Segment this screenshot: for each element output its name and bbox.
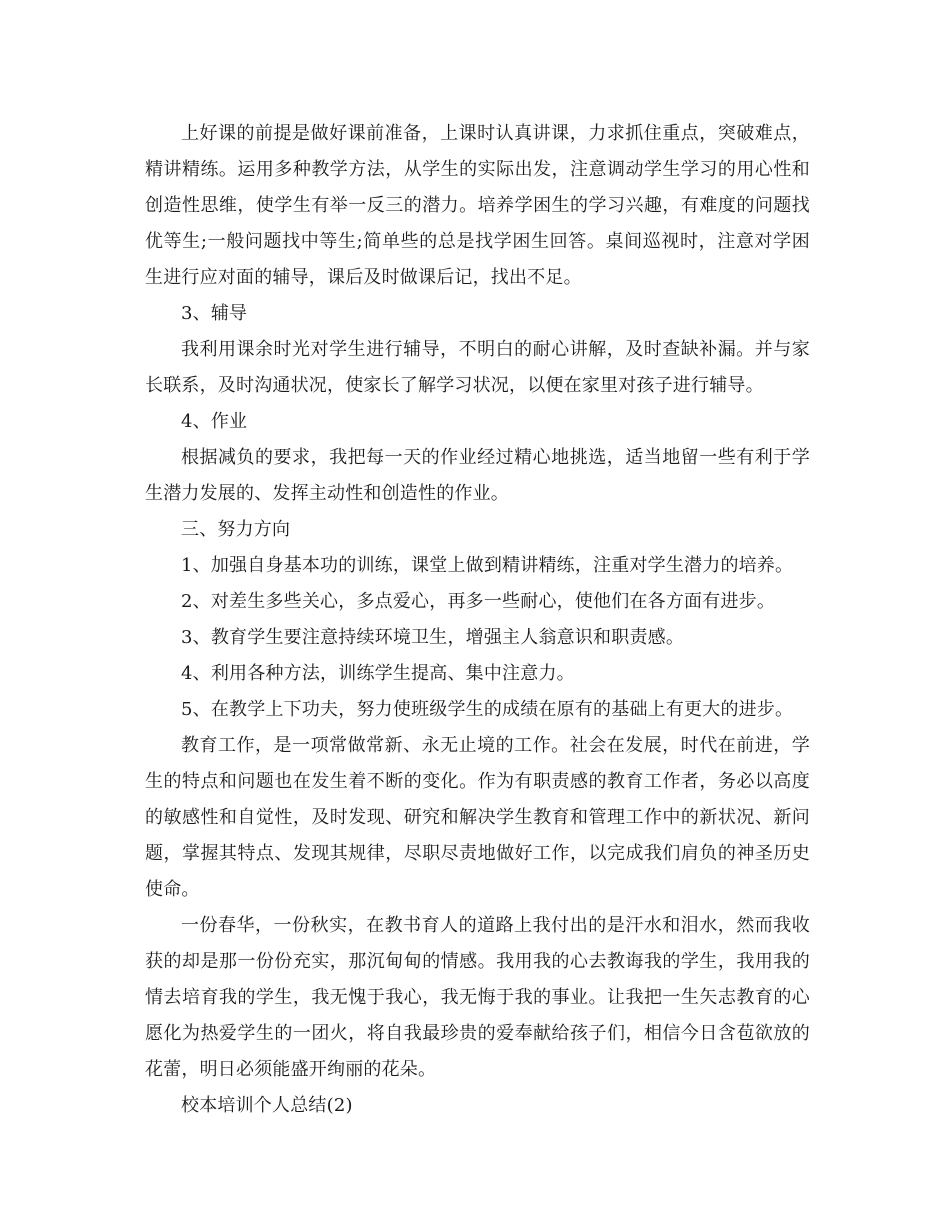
list-item-3: 3、教育学生要注意持续环境卫生，增强主人翁意识和职责感。 (181, 627, 685, 648)
paragraph-spring-autumn: 一份春华，一份秋实，在教书育人的道路上我付出的是汗水和泪水，然而我收获的却是那一份份充实，那沉甸甸的情感。我用我的心去教诲我的学生，我用我的情去培育我的学生，我无愧于我心，我无悔于我的事业。让我把一生矢志教育的心愿化为热爱学生的一团火，将自我最珍贵的爱奉献给孩子们，相信今日含苞欲放的花蕾，明日必须能盛开绚丽的花朵。 (145, 915, 810, 1080)
paragraph-homework: 根据减负的要求，我把每一天的作业经过精心地挑选，适当地留一些有利于学生潜力发展的、发挥主动性和创造性的作业。 (145, 447, 810, 504)
list-item-1: 1、加强自身基本功的训练，课堂上做到精讲精练，注重对学生潜力的培养。 (181, 555, 794, 576)
list-item-5: 5、在教学上下功夫，努力使班级学生的成绩在原有的基础上有更大的进步。 (181, 699, 794, 720)
next-section-title: 校本培训个人总结(2) (181, 1095, 353, 1116)
list-item-4: 4、利用各种方法，训练学生提高、集中注意力。 (181, 663, 575, 684)
paragraph-education-work: 教育工作，是一项常做常新、永无止境的工作。社会在发展，时代在前进，学生的特点和问题也在发生着不断的变化。作为有职责感的教育工作者，务必以高度的敏感性和自觉性，及时发现、研究和解决学生教育和管理工作中的新状况、新问题，掌握其特点、发现其规律，尽职尽责地做好工作，以完成我们肩负的神圣历史使命。 (145, 735, 810, 900)
paragraph-class-preparation: 上好课的前提是做好课前准备，上课时认真讲课，力求抓住重点，突破难点，精讲精练。运用多种教学方法，从学生的实际出发，注意调动学生学习的用心性和创造性思维，使学生有举一反三的潜力。培养学困生的学习兴趣，有难度的问题找优等生;一般问题找中等生;简单些的总是找学困生回答。桌间巡视时，注意对学困生进行应对面的辅导，课后及时做课后记，找出不足。 (145, 123, 810, 288)
heading-homework: 4、作业 (181, 411, 248, 432)
heading-tutoring: 3、辅导 (181, 303, 248, 324)
list-item-2: 2、对差生多些关心，多点爱心，再多一些耐心，使他们在各方面有进步。 (181, 591, 776, 612)
paragraph-tutoring: 我利用课余时光对学生进行辅导，不明白的耐心讲解，及时查缺补漏。并与家长联系，及时沟通状况，使家长了解学习状况，以便在家里对孩子进行辅导。 (145, 339, 810, 396)
heading-effort-direction: 三、努力方向 (181, 519, 291, 540)
